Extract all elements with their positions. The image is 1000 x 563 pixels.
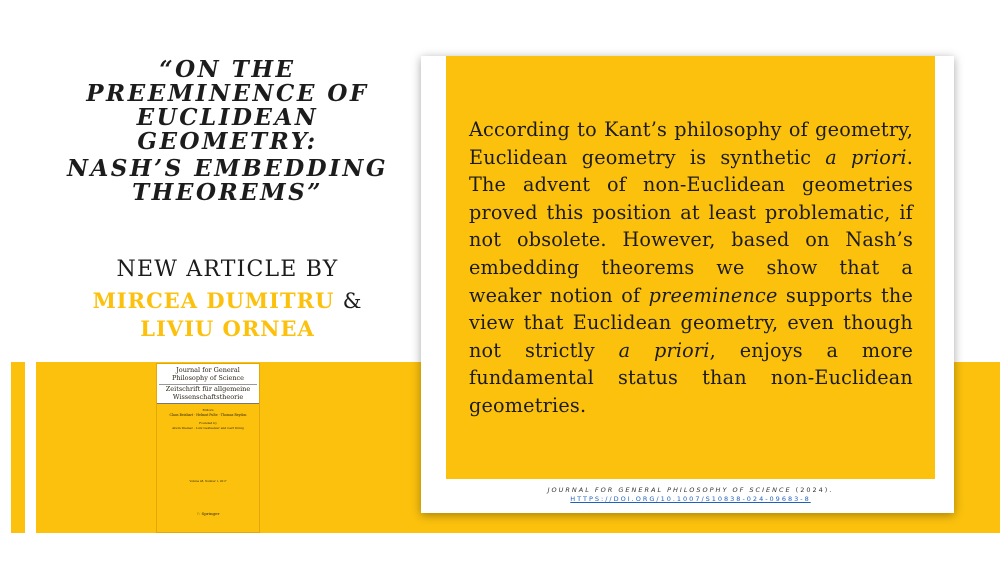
cover-volume: Volume 48, Number 1, 2017 xyxy=(189,480,227,483)
abstract-emphasis: a priori xyxy=(825,145,907,169)
cover-journal-title: Journal for General Philosophy of Science xyxy=(171,366,245,382)
doi-link[interactable]: HTTPS://DOI.ORG/10.1007/S10838-024-09683-8 xyxy=(570,495,811,503)
title-line: PREEMINENCE OF xyxy=(86,80,369,107)
citation-year: (2024). xyxy=(791,486,834,494)
cover-header xyxy=(157,364,259,404)
cover-editors: Claus Beisbart · Helmut Pulte · Thomas Reydon xyxy=(169,413,247,417)
left-accent-stripe xyxy=(11,362,25,533)
authors xyxy=(40,287,415,342)
byline: NEW ARTICLE BY xyxy=(116,257,339,282)
abstract-segment: . The advent of non-Euclidean geometries proved this position at least problematic, if not obsolete. However, based on Nash’s embedding theorems we show that a weaker notion of xyxy=(469,145,913,307)
abstract-segment: supports the view that Euclidean geometry, even though not strictly xyxy=(469,283,914,362)
cover-journal-title-de: Zeitschrift für allgemeine Wissenschaftstheorie xyxy=(159,384,257,401)
article-title xyxy=(40,58,415,205)
author-name: MIRCEA DUMITRU xyxy=(92,288,335,313)
cover-publisher xyxy=(157,511,259,516)
title-line: EUCLIDEAN xyxy=(136,104,319,131)
cover-founded-label: Founded by xyxy=(199,421,217,425)
title-line: THEOREMS” xyxy=(132,179,323,206)
author-name: LIVIU ORNEA xyxy=(140,316,315,341)
cover-founders: Alwin Diemer · Lutz Geldsetzer and Gert König xyxy=(172,426,244,430)
ampersand: & xyxy=(342,289,363,313)
citation-journal: JOURNAL FOR GENERAL PHILOSOPHY OF SCIENCE xyxy=(547,486,792,494)
abstract-text xyxy=(469,116,913,420)
abstract-segment: , enjoys a more fundamental status than non-Euclidean geometries. xyxy=(469,338,914,417)
abstract-segment: According to Kant’s philosophy of geometry, Euclidean geometry is synthetic xyxy=(469,118,913,169)
title-line: NASH’S EMBEDDING xyxy=(66,155,389,182)
title-line: “ON THE xyxy=(159,56,296,83)
cover-publisher-name: Springer xyxy=(201,511,220,516)
springer-logo-icon: ♘ xyxy=(196,511,201,516)
journal-cover xyxy=(156,363,260,533)
citation xyxy=(446,486,935,504)
abstract-emphasis: preeminence xyxy=(648,283,778,307)
title-line: GEOMETRY: xyxy=(137,128,318,155)
abstract-emphasis: a priori xyxy=(618,338,710,362)
cover-editors-label: Editors xyxy=(202,408,214,412)
